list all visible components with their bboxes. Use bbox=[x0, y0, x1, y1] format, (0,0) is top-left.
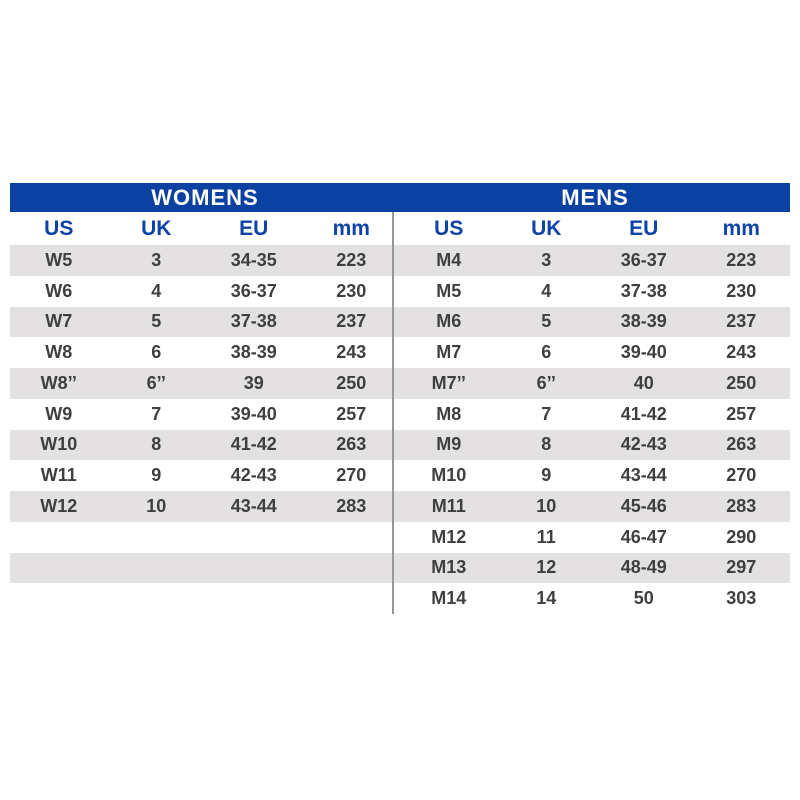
cell: M8 bbox=[436, 403, 462, 424]
cell: M5 bbox=[436, 280, 462, 301]
cell: 223 bbox=[726, 249, 757, 270]
mens-section-title: MENS bbox=[561, 184, 629, 210]
column-header: US bbox=[44, 216, 74, 240]
cell: 270 bbox=[336, 465, 367, 486]
cell: 257 bbox=[726, 403, 757, 424]
cell: 37-38 bbox=[620, 280, 667, 301]
cell: 39 bbox=[243, 372, 264, 393]
cell: W9 bbox=[45, 403, 73, 424]
cell: 10 bbox=[146, 495, 167, 516]
cell: 7 bbox=[541, 403, 552, 424]
cell: 303 bbox=[726, 588, 757, 609]
table-row bbox=[400, 399, 790, 430]
table-row bbox=[10, 337, 400, 368]
cell: 50 bbox=[633, 588, 654, 609]
cell: W12 bbox=[40, 495, 78, 516]
table-row bbox=[10, 276, 400, 307]
cell: 36-37 bbox=[230, 280, 277, 301]
cell: 10 bbox=[536, 495, 557, 516]
cell: 243 bbox=[726, 342, 757, 363]
cell: 263 bbox=[336, 434, 367, 455]
table-row bbox=[10, 460, 400, 491]
empty-row bbox=[10, 522, 400, 553]
cell: 4 bbox=[541, 280, 552, 301]
cell: M13 bbox=[431, 557, 467, 578]
cell: 3 bbox=[541, 249, 552, 270]
cell: 223 bbox=[336, 249, 367, 270]
cell: M12 bbox=[431, 526, 467, 547]
cell: 4 bbox=[151, 280, 162, 301]
empty-row bbox=[10, 553, 400, 584]
womens-section-title: WOMENS bbox=[151, 184, 259, 210]
column-header: US bbox=[434, 216, 464, 240]
cell: 14 bbox=[536, 588, 557, 609]
cell: 3 bbox=[151, 249, 162, 270]
table-row bbox=[10, 430, 400, 461]
mens-table bbox=[400, 212, 790, 614]
table-row bbox=[400, 430, 790, 461]
cell: 297 bbox=[726, 557, 757, 578]
cell: M7’’ bbox=[431, 372, 466, 393]
cell: 283 bbox=[336, 495, 367, 516]
cell: W5 bbox=[45, 249, 73, 270]
cell: W8 bbox=[45, 342, 73, 363]
empty-row bbox=[10, 583, 400, 614]
table-row bbox=[400, 337, 790, 368]
cell: 42-43 bbox=[230, 465, 277, 486]
column-header: mm bbox=[722, 216, 760, 240]
cell: 6 bbox=[541, 342, 552, 363]
cell: 237 bbox=[726, 311, 757, 332]
table-row bbox=[10, 368, 400, 399]
shoe-size-chart bbox=[10, 183, 790, 614]
cell: 5 bbox=[151, 311, 162, 332]
table-row bbox=[400, 460, 790, 491]
column-header: UK bbox=[141, 216, 172, 240]
cell: 263 bbox=[726, 434, 757, 455]
column-header: UK bbox=[531, 216, 562, 240]
table-row bbox=[10, 399, 400, 430]
cell: 237 bbox=[336, 311, 367, 332]
cell: 243 bbox=[336, 342, 367, 363]
cell: M14 bbox=[431, 588, 467, 609]
table-row bbox=[400, 491, 790, 522]
cell: W11 bbox=[40, 465, 77, 486]
cell: 48-49 bbox=[620, 557, 667, 578]
cell: 39-40 bbox=[230, 403, 277, 424]
section-divider bbox=[392, 212, 394, 614]
cell: M6 bbox=[436, 311, 462, 332]
cell: W10 bbox=[40, 434, 78, 455]
cell: 6’’ bbox=[146, 372, 166, 393]
cell: 290 bbox=[726, 526, 757, 547]
cell: 43-44 bbox=[230, 495, 277, 516]
cell: M10 bbox=[431, 465, 467, 486]
cell: 5 bbox=[541, 311, 552, 332]
cell: 12 bbox=[536, 557, 557, 578]
table-row bbox=[400, 368, 790, 399]
cell: M11 bbox=[431, 495, 466, 516]
table-row bbox=[400, 553, 790, 584]
column-header-row bbox=[400, 212, 790, 245]
cell: W6 bbox=[45, 280, 73, 301]
cell: 230 bbox=[726, 280, 757, 301]
cell: M9 bbox=[436, 434, 462, 455]
cell: 250 bbox=[336, 372, 367, 393]
cell: 7 bbox=[151, 403, 162, 424]
cell: W7 bbox=[45, 311, 73, 332]
table-row bbox=[10, 245, 400, 276]
cell: 38-39 bbox=[230, 342, 277, 363]
table-row bbox=[10, 307, 400, 338]
cell: 250 bbox=[726, 372, 757, 393]
cell: 43-44 bbox=[620, 465, 667, 486]
cell: 11 bbox=[536, 526, 556, 547]
column-header-row bbox=[10, 212, 400, 245]
cell: 40 bbox=[633, 372, 654, 393]
table-body bbox=[10, 212, 790, 614]
section-header-band bbox=[10, 183, 790, 212]
table-row bbox=[10, 491, 400, 522]
cell: M4 bbox=[436, 249, 462, 270]
column-header: mm bbox=[332, 216, 370, 240]
table-row bbox=[400, 583, 790, 614]
cell: 230 bbox=[336, 280, 367, 301]
cell: 257 bbox=[336, 403, 367, 424]
table-row bbox=[400, 245, 790, 276]
cell: 8 bbox=[541, 434, 552, 455]
cell: 9 bbox=[541, 465, 552, 486]
cell: 34-35 bbox=[230, 249, 277, 270]
cell: M7 bbox=[436, 342, 462, 363]
table-row bbox=[400, 307, 790, 338]
cell: 42-43 bbox=[620, 434, 667, 455]
cell: 283 bbox=[726, 495, 757, 516]
cell: 41-42 bbox=[230, 434, 277, 455]
cell: 37-38 bbox=[230, 311, 277, 332]
cell: 6 bbox=[151, 342, 162, 363]
column-header: EU bbox=[239, 216, 269, 240]
cell: 39-40 bbox=[620, 342, 667, 363]
cell: 46-47 bbox=[620, 526, 667, 547]
cell: 9 bbox=[151, 465, 162, 486]
cell: 45-46 bbox=[620, 495, 667, 516]
cell: 270 bbox=[726, 465, 757, 486]
table-row bbox=[400, 276, 790, 307]
column-header: EU bbox=[629, 216, 659, 240]
cell: 38-39 bbox=[620, 311, 667, 332]
cell: 41-42 bbox=[620, 403, 667, 424]
cell: W8’’ bbox=[40, 372, 77, 393]
table-row bbox=[400, 522, 790, 553]
womens-table bbox=[10, 212, 400, 614]
cell: 36-37 bbox=[620, 249, 667, 270]
cell: 6’’ bbox=[536, 372, 556, 393]
cell: 8 bbox=[151, 434, 162, 455]
